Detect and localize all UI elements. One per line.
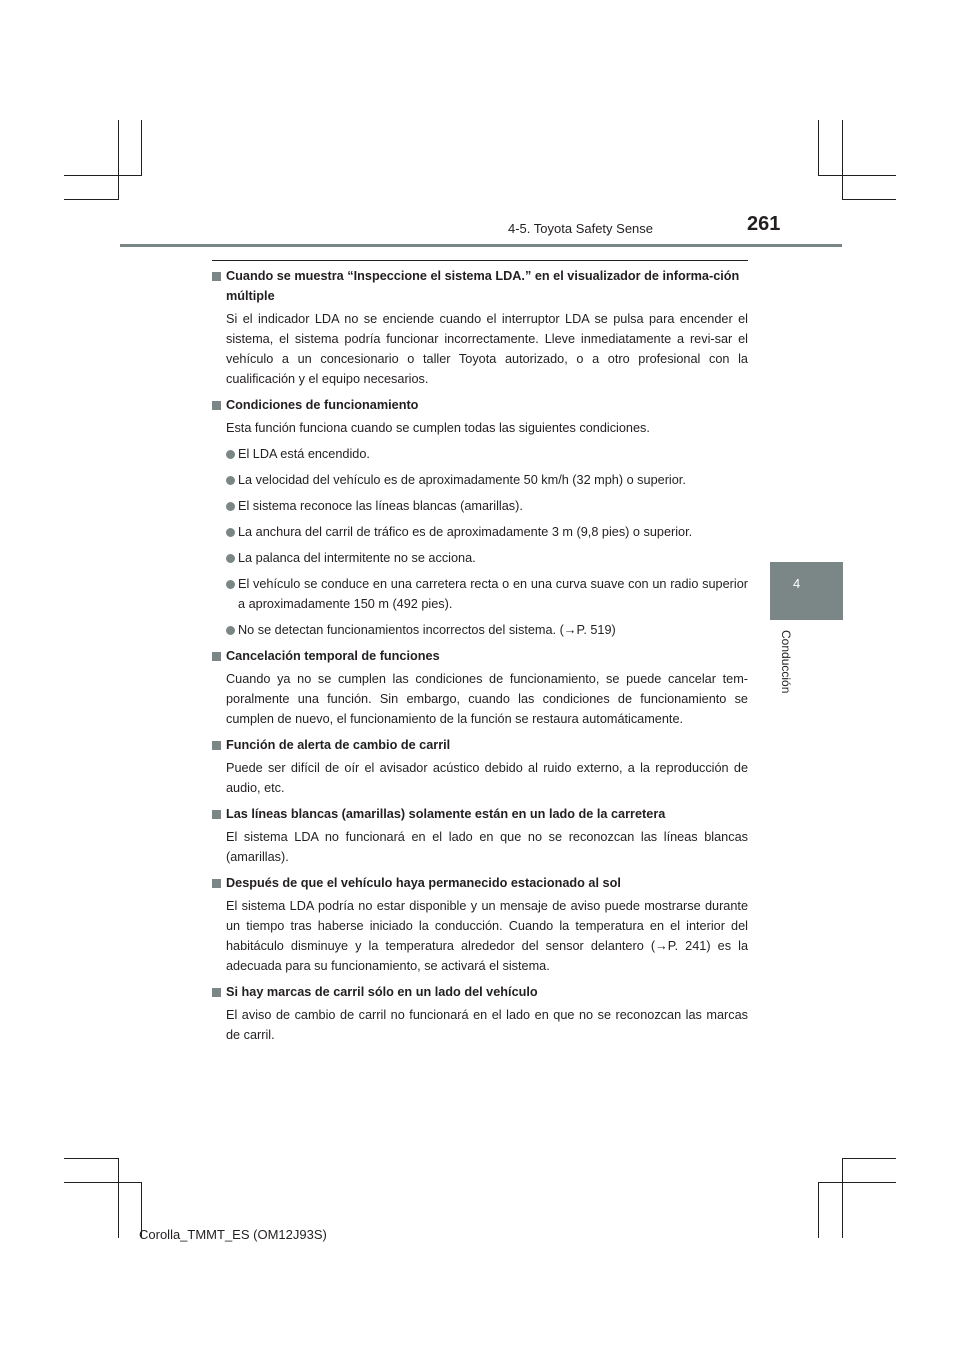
section-paragraph: Esta función funciona cuando se cumplen todas las siguientes condiciones. [226,421,650,435]
crop-mark [818,1182,819,1238]
section-paragraph: Si el indicador LDA no se enciende cuando el interruptor LDA se pulsa para encender el sistema, el sistema podría funcionar incorrectamente. Lleve inmediatamente a revi-sar el vehículo a un concesionario o taller Toyota autorizado, o a otro profesional con la cualificación y el equipo necesarios. [226,312,748,386]
section [212,804,748,867]
list-item-text: La velocidad del vehículo es de aproximadamente 50 km/h (32 mph) o superior. [238,473,686,487]
square-bullet-icon [212,272,221,281]
square-bullet-icon [212,401,221,410]
section-paragraph: Cuando ya no se cumplen las condiciones de funcionamiento, se puede cancelar tem-poralmente una función. Sin embargo, cuando las condiciones de funcionamiento se cumplen de nuevo, el funcionamiento de la función se restaura automáticamente. [226,672,748,726]
crop-mark [818,175,896,176]
square-bullet-icon [212,810,221,819]
header-rule [120,244,842,247]
section-title [212,982,748,1002]
section [212,395,748,640]
section-title [212,804,748,824]
section-title [212,873,748,893]
square-bullet-icon [212,879,221,888]
crop-mark [118,1158,119,1238]
circle-bullet-icon [226,528,235,537]
list-item [212,470,748,490]
list-item [212,548,748,568]
section-title-text: Condiciones de funcionamiento [226,398,419,412]
circle-bullet-icon [226,580,235,589]
circle-bullet-icon [226,476,235,485]
section [212,266,748,389]
section-paragraph: El aviso de cambio de carril no funcionará en el lado en que no se reconozcan las marcas de carril. [226,1008,748,1042]
page-number: 261 [747,213,781,235]
list-item [212,444,748,464]
section [212,873,748,976]
section-title-text: Función de alerta de cambio de carril [226,738,451,752]
crop-mark [818,120,819,176]
square-bullet-icon [212,741,221,750]
list-item-text: La palanca del intermitente no se acciona. [238,551,476,565]
section-title [212,646,748,666]
list-item-text: El LDA está encendido. [238,447,370,461]
section-title-text: Cuando se muestra “Inspeccione el sistema LDA.” en el visualizador de informa-ción múltiple [226,269,740,303]
section [212,982,748,1045]
crop-mark [64,175,142,176]
crop-mark [64,199,119,200]
chapter-label: Conducción [779,630,793,694]
list-item-text: El vehículo se conduce en una carretera recta o en una curva suave con un radio superior a aproximadamente 150 m (492 pies). [238,577,748,611]
circle-bullet-icon [226,502,235,511]
running-head: 4-5. Toyota Safety Sense [508,221,654,236]
crop-mark [842,1158,843,1238]
page-content [212,266,748,1051]
crop-mark [141,120,142,176]
list-item [212,574,748,614]
crop-mark [818,1182,896,1183]
section-paragraph: El sistema LDA podría no estar disponible y un mensaje de aviso puede mostrarse durante un tiempo tras haberse iniciado la conducción. Cuando la temperatura en el interior del habitáculo disminuye y la temperatura alrededor del sensor delantero (→P. 241) es la adecuada para su funcionamiento, se activará el sistema. [226,899,748,973]
chapter-tab [770,562,843,620]
crop-mark [118,120,119,200]
crop-mark [842,120,843,200]
section-title [212,735,748,755]
section-title-text: Después de que el vehículo haya permanecido estacionado al sol [226,876,621,890]
list-item-text: El sistema reconoce las líneas blancas (amarillas). [238,499,523,513]
section [212,735,748,798]
section [212,646,748,729]
circle-bullet-icon [226,554,235,563]
list-item [212,522,748,542]
square-bullet-icon [212,988,221,997]
section-title-text: Cancelación temporal de funciones [226,649,440,663]
section-title [212,266,748,306]
section-title-text: Las líneas blancas (amarillas) solamente están en un lado de la carretera [226,807,666,821]
chapter-tab-number: 4 [793,576,801,591]
crop-mark [842,1158,896,1159]
section-title-text: Si hay marcas de carril sólo en un lado del vehículo [226,985,538,999]
crop-mark [64,1182,142,1183]
crop-mark [842,199,896,200]
crop-mark [64,1158,119,1159]
list-item-text: La anchura del carril de tráfico es de aproximadamente 3 m (9,8 pies) o superior. [238,525,693,539]
list-item-text: No se detectan funcionamientos incorrectos del sistema. (→P. 519) [238,623,616,637]
square-bullet-icon [212,652,221,661]
circle-bullet-icon [226,450,235,459]
list-item [212,620,748,640]
footer-doc-id: Corolla_TMMT_ES (OM12J93S) [139,1227,327,1242]
content-rule [212,260,748,261]
section-paragraph: El sistema LDA no funcionará en el lado en que no se reconozcan las líneas blancas (amarillas). [226,830,748,864]
list-item [212,496,748,516]
section-title [212,395,748,415]
section-paragraph: Puede ser difícil de oír el avisador acústico debido al ruido externo, a la reproducción de audio, etc. [226,761,748,795]
circle-bullet-icon [226,626,235,635]
